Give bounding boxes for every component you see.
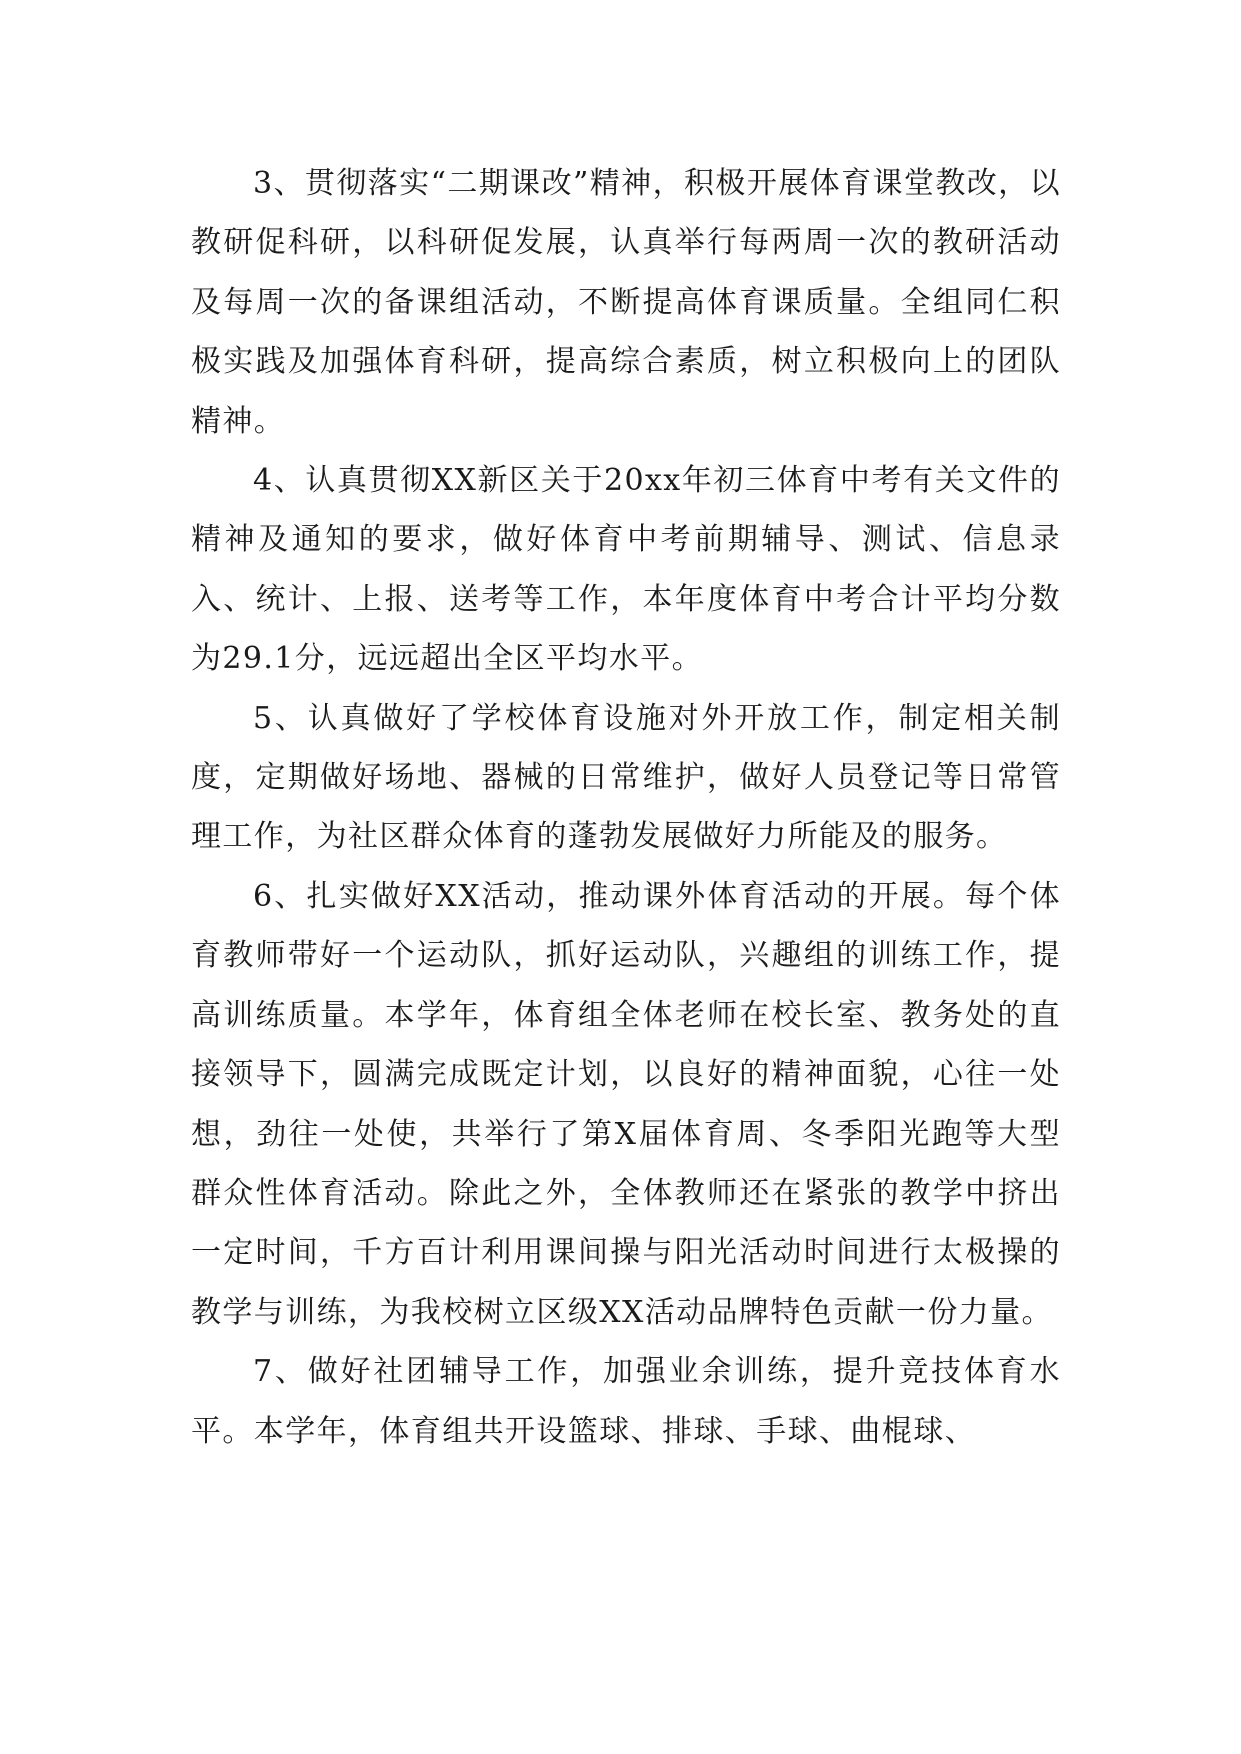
paragraph-item-6: 6、扎实做好XX活动，推动课外体育活动的开展。每个体育教师带好一个运动队，抓好运动队，兴趣组的训练工作，提高训练质量。本学年，体育组全体老师在校长室、教务处的直接领导下，圆满完成既定计划，以良好的精神面貌，心往一处想，劲往一处使，共举行了第X届体育周、冬季阳光跑等大型群众性体育活动。除此之外，全体教师还在紧张的教学中挤出一定时间，千方百计利用课间操与阳光活动时间进行太极操的教学与训练，为我校树立区级XX活动品牌特色贡献一份力量。	[191, 878, 1061, 1330]
document-body	[191, 154, 1061, 1461]
paragraph-item-4: 4、认真贯彻XX新区关于20xx年初三体育中考有关文件的精神及通知的要求，做好体育中考前期辅导、测试、信息录入、统计、上报、送考等工作，本年度体育中考合计平均分数为29.1分，远远超出全区平均水平。	[191, 463, 1061, 677]
paragraph-item-5: 5、认真做好了学校体育设施对外开放工作，制定相关制度，定期做好场地、器械的日常维护，做好人员登记等日常管理工作，为社区群众体育的蓬勃发展做好力所能及的服务。	[191, 700, 1061, 855]
paragraph-item-3: 3、贯彻落实“二期课改”精神，积极开展体育课堂教改，以教研促科研，以科研促发展，认真举行每两周一次的教研活动及每周一次的备课组活动，不断提高体育课质量。全组同仁积极实践及加强体育科研，提高综合素质，树立积极向上的团队精神。	[191, 166, 1061, 439]
paragraph-item-7: 7、做好社团辅导工作，加强业余训练，提升竞技体育水平。本学年，体育组共开设篮球、排球、手球、曲棍球、	[191, 1354, 1061, 1449]
